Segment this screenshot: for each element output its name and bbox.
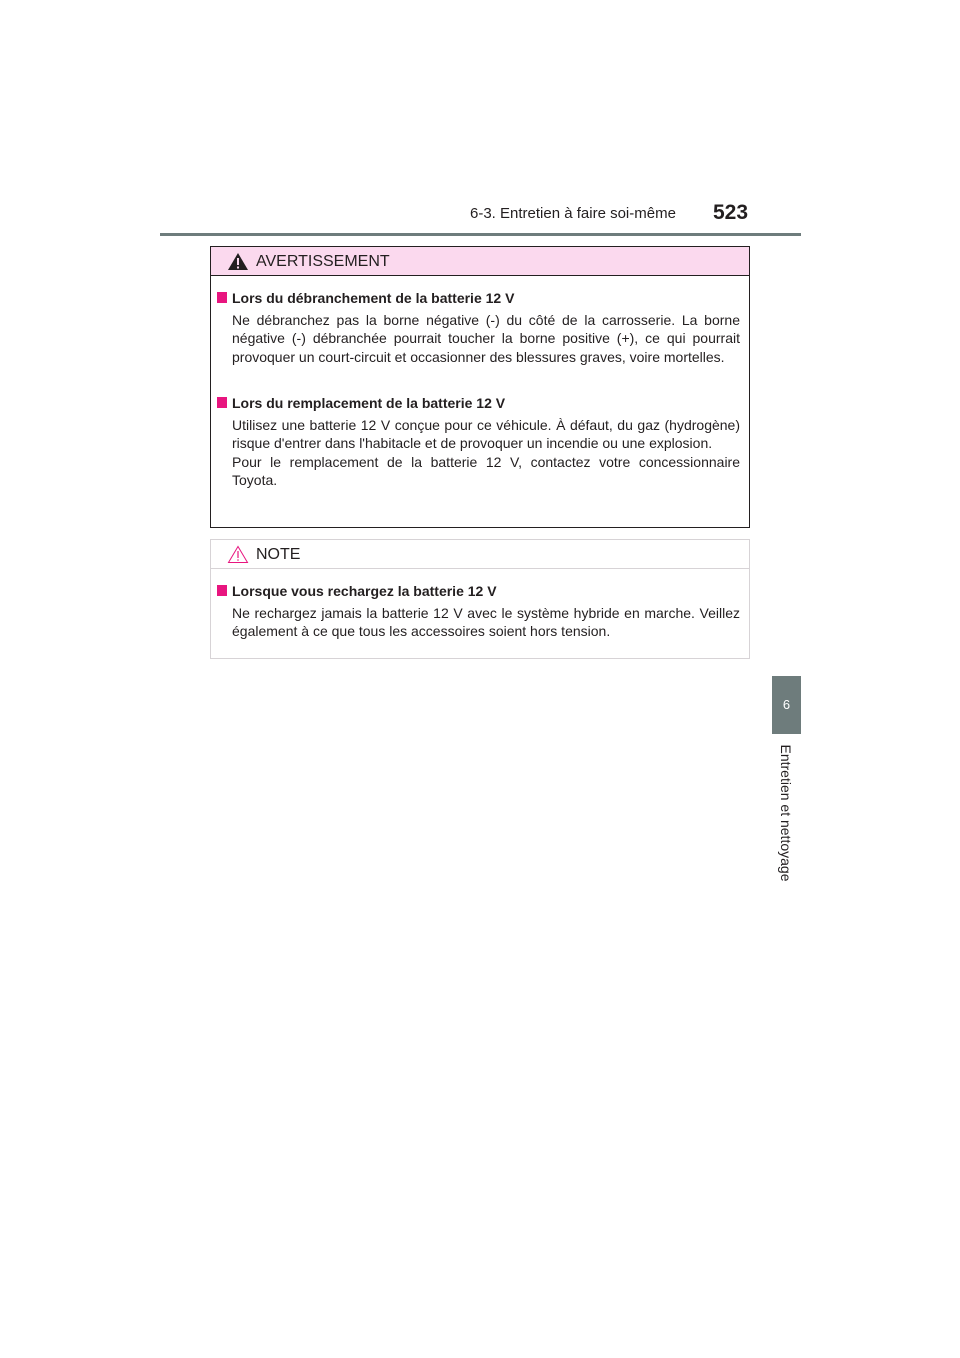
note-item: [215, 582, 740, 641]
page-number: 523: [713, 201, 749, 224]
paragraph: Pour le remplacement de la batterie 12 V, contactez votre concessionnaire Toyota.: [232, 453, 740, 488]
chapter-label: Entretien et nettoyage: [778, 744, 794, 882]
note-header: [211, 540, 749, 569]
warning-header: [211, 247, 749, 276]
note-item-body: [215, 604, 740, 641]
header-rule: [160, 233, 801, 236]
warning-triangle-icon: [227, 252, 249, 276]
warning-item: [215, 394, 740, 489]
paragraph: Utilisez une batterie 12 V conçue pour ce véhicule. À défaut, du gaz (hydrogène) risque d'entrer dans l'habitacle et de provoquer un incendie ou une explosion.: [232, 417, 740, 452]
warning-item-heading: Lors du débranchement de la batterie 12 V: [215, 289, 740, 307]
chapter-tab[interactable]: 6: [772, 676, 801, 734]
warning-item: [215, 289, 740, 366]
warning-item-body: [215, 416, 740, 489]
warning-box: [210, 246, 750, 528]
square-bullet-icon: [217, 585, 227, 596]
note-item-heading: Lorsque vous rechargez la batterie 12 V: [215, 582, 740, 600]
paragraph: Ne rechargez jamais la batterie 12 V avec le système hybride en marche. Veillez également à ce que tous les accessoires soient hors tension.: [232, 605, 740, 640]
paragraph: Ne débranchez pas la borne négative (-) du côté de la carrosserie. La borne négative (-) débranchée pourrait toucher la borne positive (+), ce qui pourrait provoquer un court-circuit et occasionner des blessures graves, voire mortelles.: [232, 312, 740, 365]
square-bullet-icon: [217, 397, 227, 408]
square-bullet-icon: [217, 292, 227, 303]
caution-outline-triangle-icon: [227, 545, 249, 569]
warning-item-body: [215, 311, 740, 366]
warning-title: AVERTISSEMENT: [256, 253, 390, 270]
warning-item-heading: Lors du remplacement de la batterie 12 V: [215, 394, 740, 412]
note-title: NOTE: [256, 546, 301, 563]
note-box: [210, 539, 750, 659]
section-title: 6-3. Entretien à faire soi-même: [470, 205, 676, 222]
